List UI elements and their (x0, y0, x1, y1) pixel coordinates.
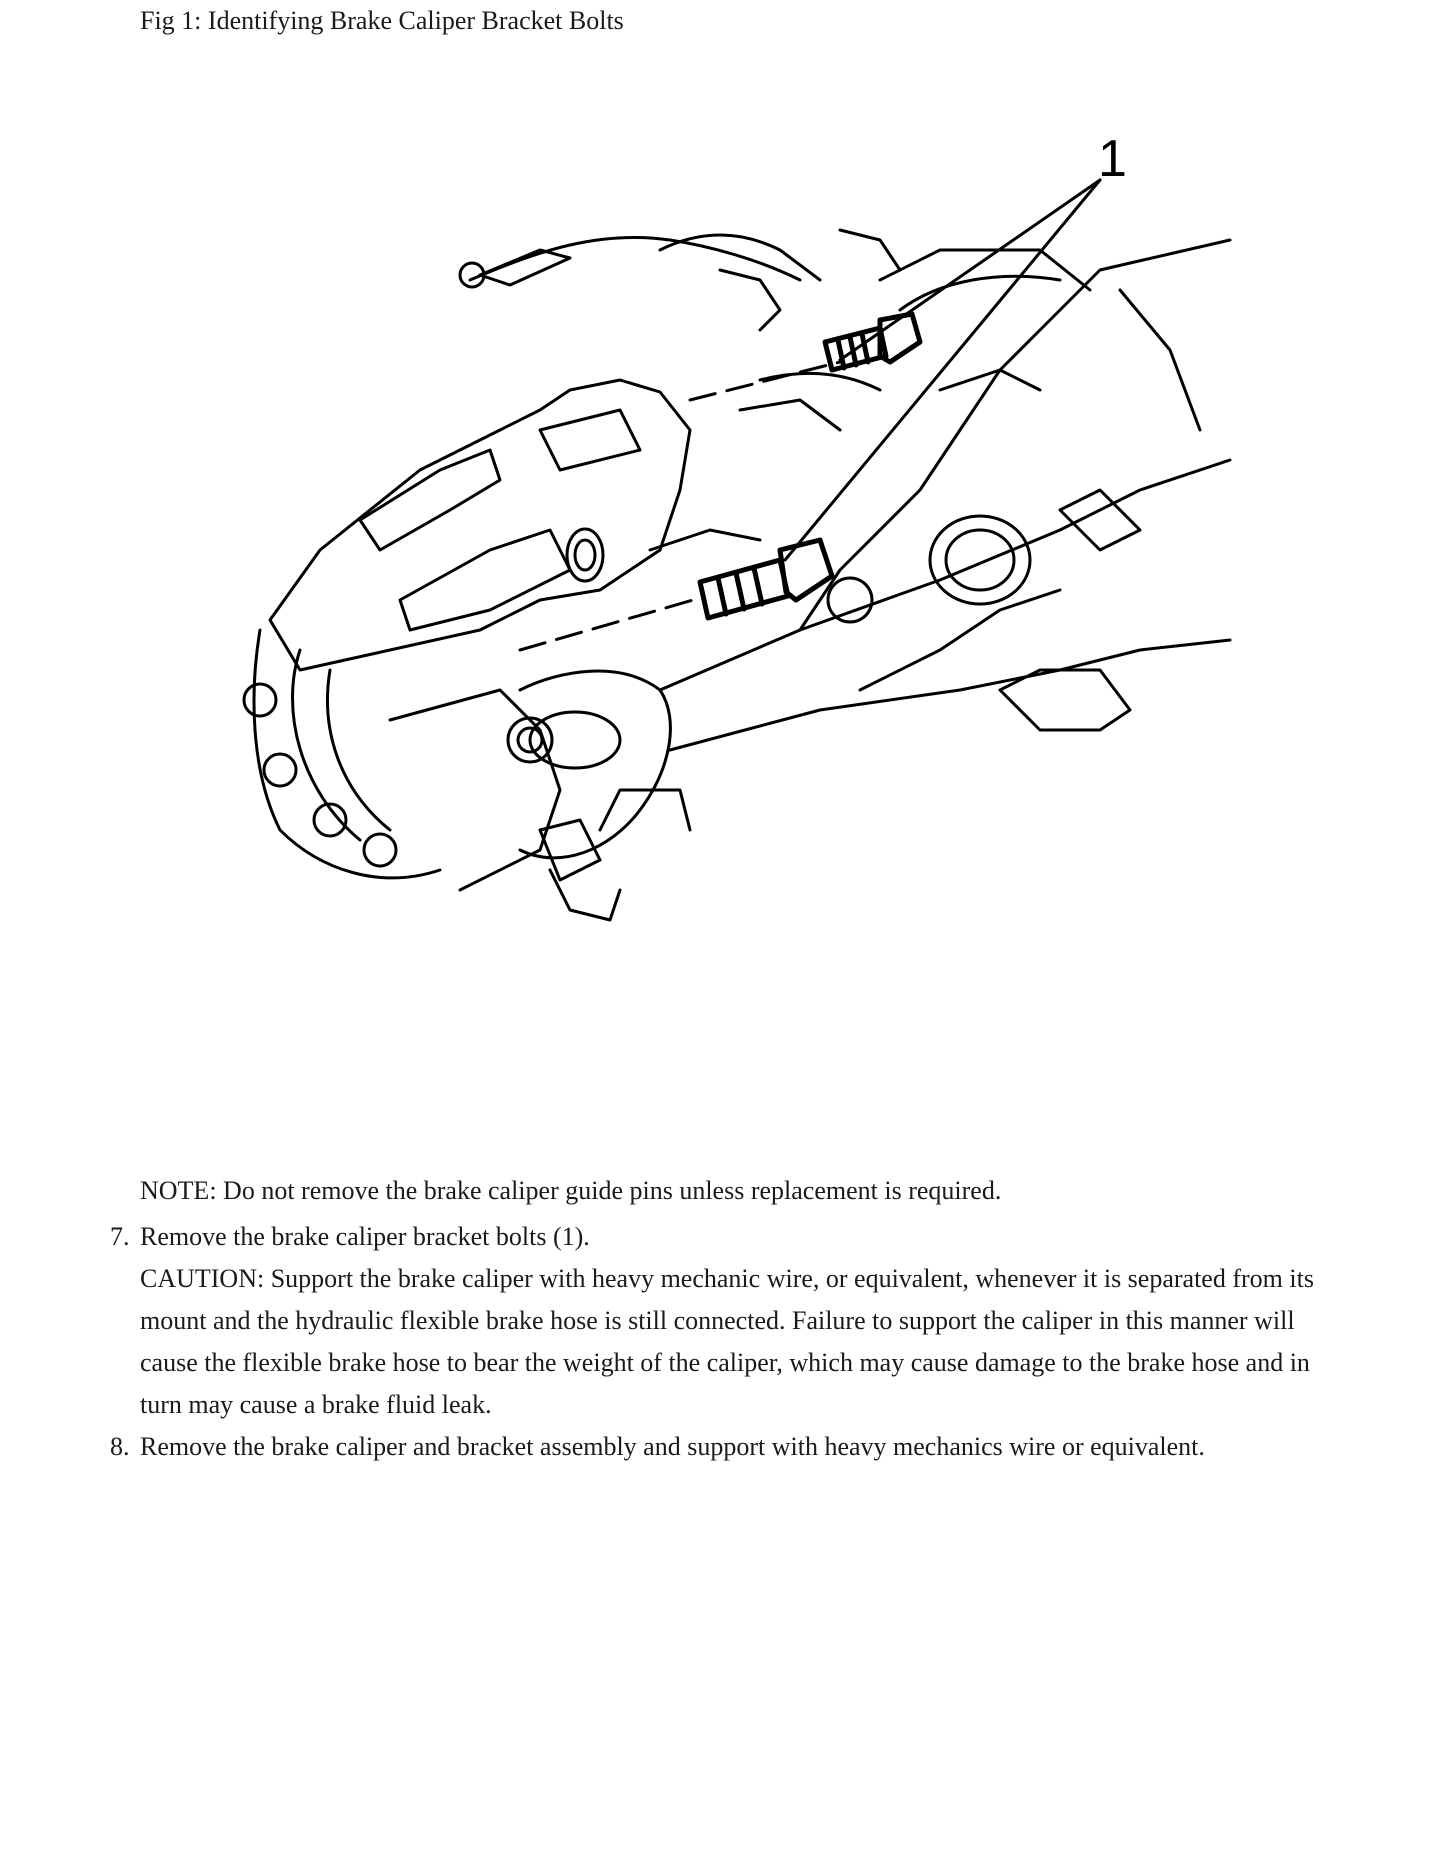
step-7 (110, 1216, 1355, 1426)
lower-bracket-bolt (700, 540, 832, 618)
bolt-axis-line (690, 362, 840, 400)
steering-knuckle (520, 671, 690, 920)
procedure-steps (110, 1216, 1355, 1468)
brake-caliper (270, 237, 800, 670)
step-number: 7. (110, 1222, 130, 1251)
step-8 (110, 1426, 1355, 1468)
caution-text: CAUTION: Support the brake caliper with heavy mechanic wire, or equivalent, whenever it is separated from its mount and the hydraulic flexible brake hose is still connected. Failure to support the caliper in this manner will cause the flexible brake hose to bear the weight of the caliper, which may cause damage to the brake hose and in turn may cause a brake fluid leak. (140, 1264, 1314, 1419)
step-text: Remove the brake caliper bracket bolts (1). (140, 1222, 590, 1251)
figure-caption: Fig 1: Identifying Brake Caliper Bracket Bolts (140, 6, 624, 35)
step-text: Remove the brake caliper and bracket assembly and support with heavy mechanics wire or equivalent. (140, 1432, 1205, 1461)
callout-number: 1 (1098, 130, 1127, 188)
bolt-axis-line (520, 598, 700, 650)
step-number: 8. (110, 1432, 130, 1461)
lower-control-arm (660, 240, 1230, 750)
brake-rotor (244, 630, 560, 890)
brake-caliper-illustration (240, 130, 1245, 970)
note-text: NOTE: Do not remove the brake caliper guide pins unless replacement is required. (140, 1176, 1002, 1205)
upper-linkage (650, 230, 900, 550)
